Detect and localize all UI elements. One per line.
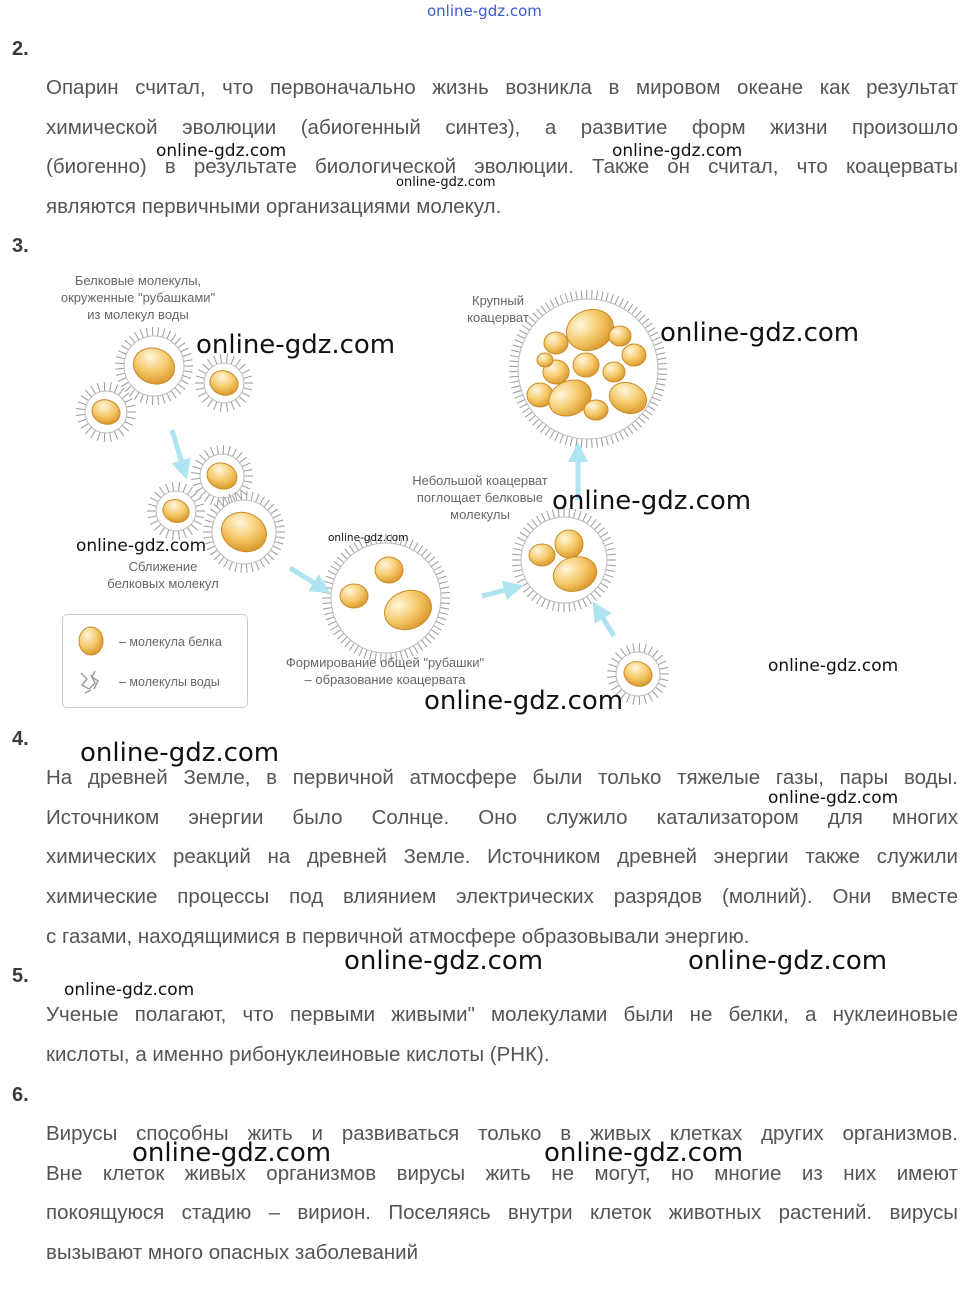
arrow-icon xyxy=(290,568,322,588)
text-line: Вне клеток живых организмов вирусы жить не могут, но многие из них имеют xyxy=(46,1161,958,1185)
text-line: На древней Земле, в первичной атмосфере были только тяжелые газы, пары воды. xyxy=(46,766,958,789)
arrow-icon xyxy=(482,588,514,596)
watermark: online-gdz.com xyxy=(552,486,752,516)
protein-molecule xyxy=(555,530,583,558)
watermark: online-gdz.com xyxy=(156,141,287,161)
caption-small-coacervate: Небольшой коацерват поглощает белковые молекулы xyxy=(412,473,548,522)
text-line: Источником энергии было Солнце. Оно служило катализатором для многих xyxy=(46,805,958,829)
protein-molecule xyxy=(584,400,608,420)
protein-molecule xyxy=(529,544,555,566)
section-number-2: 2. xyxy=(12,38,29,60)
text-line: вызывают много опасных заболеваний xyxy=(46,1241,419,1265)
watermark: online-gdz.com xyxy=(64,980,195,1000)
section-5-text xyxy=(46,995,958,1074)
top-watermark-link[interactable]: online-gdz.com xyxy=(427,2,542,20)
protein-molecule-icon xyxy=(79,627,103,655)
text-line: Вирусы способны жить и развиваться только в живых клетках других организмов. xyxy=(46,1122,958,1145)
protein-molecule xyxy=(573,353,599,377)
protein-molecule xyxy=(603,362,625,382)
protein-molecule xyxy=(375,557,403,583)
text-line: покоящуюся стадию – вирион. Поселяясь внутри клеток животных растений. вирусы xyxy=(46,1201,958,1225)
watermark: online-gdz.com xyxy=(344,946,544,976)
section-number-4: 4. xyxy=(12,728,29,750)
water-molecules-icon xyxy=(81,671,98,693)
section-number-6: 6. xyxy=(12,1084,29,1106)
caption-forming: Формирование общей "рубашки" – образование коацервата xyxy=(285,655,485,687)
text-line: Опарин считал, что первоначально жизнь возникла в мировом океане как результат xyxy=(46,76,958,99)
legend-water-label: – молекулы воды xyxy=(119,675,220,689)
text-line: являются первичными организациями молекул. xyxy=(46,195,502,219)
legend xyxy=(62,614,248,708)
protein-molecule xyxy=(609,326,631,346)
legend-icons xyxy=(69,615,109,707)
caption-large-coacervate: Крупный коацерват xyxy=(467,293,529,325)
watermark: online-gdz.com xyxy=(688,946,888,976)
watermark: online-gdz.com xyxy=(396,175,496,190)
section-number-5: 5. xyxy=(12,965,29,987)
text-line: химические процессы под влиянием электрических разрядов (молний). Они вместе xyxy=(46,885,958,909)
text-line: кислоты, а именно рибонуклеиновые кислоты (РНК). xyxy=(46,1042,550,1066)
text-line: Ученые полагают, что первыми живыми" молекулами были не белки, а нуклеиновые xyxy=(46,1003,958,1026)
text-line: с газами, находящимися в первичной атмосфере образовывали энергию. xyxy=(46,924,750,948)
watermark: online-gdz.com xyxy=(196,330,396,360)
arrow-icon xyxy=(172,430,184,470)
protein-molecule xyxy=(544,332,568,354)
watermark: online-gdz.com xyxy=(80,738,280,768)
watermark: online-gdz.com xyxy=(424,686,624,716)
protein-molecule xyxy=(537,353,553,367)
watermark: online-gdz.com xyxy=(612,141,743,161)
legend-protein-label: – молекула белка xyxy=(119,635,222,649)
text-line: (биогенно) в результате биологической эволюции. Также он считал, что коацерваты xyxy=(46,155,958,179)
protein-molecule xyxy=(340,584,368,608)
caption-approach: Сближение белковых молекул xyxy=(107,559,219,591)
watermark: online-gdz.com xyxy=(328,532,409,544)
watermark: online-gdz.com xyxy=(768,788,899,808)
text-line: химических реакций на древней Земле. Источником древней энергии также служили xyxy=(46,845,958,869)
watermark: online-gdz.com xyxy=(132,1138,332,1168)
caption-protein-molecules: Белковые молекулы, окруженные "рубашками" из молекул воды xyxy=(60,273,216,322)
arrow-icon xyxy=(598,610,614,636)
watermark: online-gdz.com xyxy=(768,656,899,676)
watermark: online-gdz.com xyxy=(544,1138,744,1168)
watermark: online-gdz.com xyxy=(76,536,207,556)
text-line: химической эволюции (абиогенный синтез), а развитие форм жизни произошло xyxy=(46,115,958,139)
watermark: online-gdz.com xyxy=(660,318,860,348)
protein-molecule xyxy=(622,344,646,366)
section-number-3: 3. xyxy=(12,235,29,257)
